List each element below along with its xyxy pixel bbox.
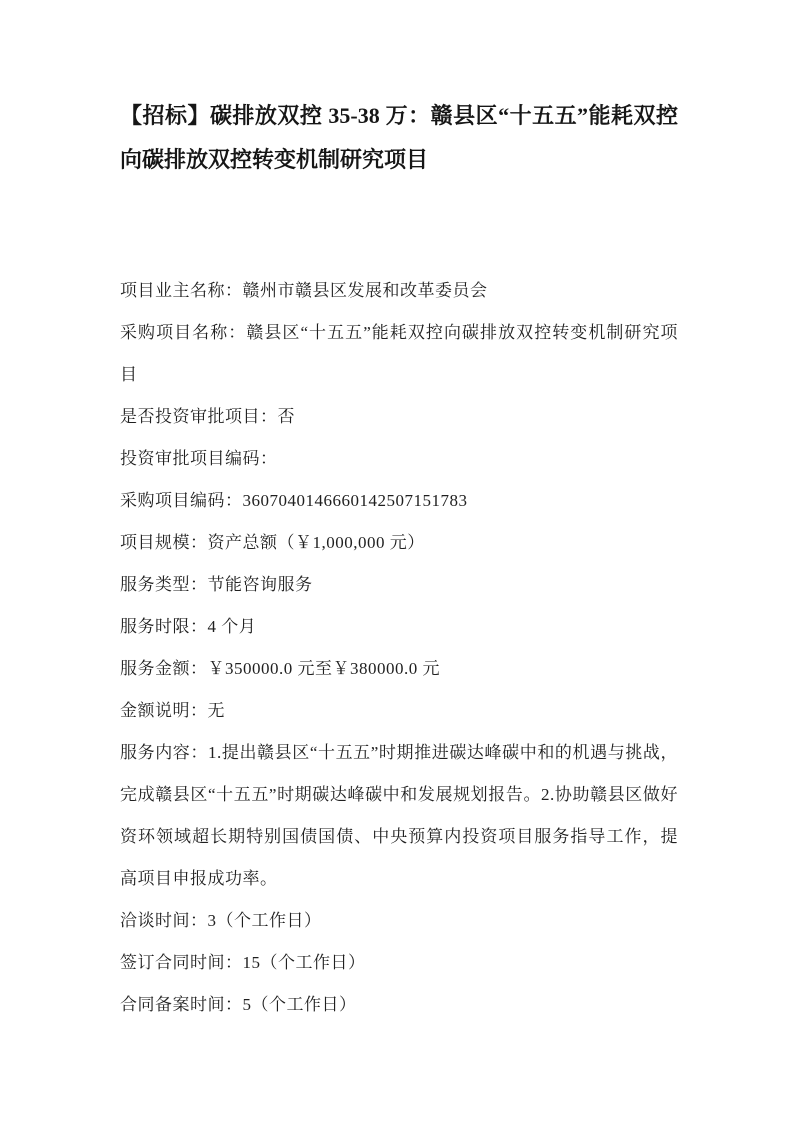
- field-label: 签订合同时间：: [120, 953, 243, 972]
- field-procurement-project-code: [120, 480, 678, 522]
- field-procurement-project-name: [120, 312, 678, 396]
- field-value: 1.提出赣县区“十五五”时期推进碳达峰碳中和的机遇与挑战，完成赣县区“十五五”时期碳达峰碳中和发展规划报告。2.协助赣县区做好资环领域超长期特别国债国债、中央预算内投资项目服务指导工作，提高项目申报成功率。: [120, 743, 679, 888]
- field-value: 3（个工作日）: [207, 911, 322, 930]
- field-investment-approval-flag: [120, 396, 678, 438]
- field-value: 资产总额（￥1,000,000 元）: [207, 533, 425, 552]
- field-service-duration: [120, 606, 678, 648]
- field-label: 洽谈时间：: [120, 911, 208, 930]
- field-value: 节能咨询服务: [207, 575, 313, 594]
- field-label: 服务内容：: [120, 743, 208, 762]
- field-value: 无: [207, 701, 225, 720]
- field-service-amount: [120, 648, 678, 690]
- field-value: 4 个月: [207, 617, 257, 636]
- field-value: 否: [277, 407, 295, 426]
- field-value: ￥350000.0 元至￥380000.0 元: [207, 659, 440, 678]
- fields-list: [120, 270, 678, 1026]
- field-contract-signing-time: [120, 942, 678, 984]
- field-service-content: [120, 732, 678, 900]
- field-label: 合同备案时间：: [120, 995, 243, 1014]
- field-label: 服务金额：: [120, 659, 208, 678]
- field-amount-note: [120, 690, 678, 732]
- field-value: 5（个工作日）: [242, 995, 357, 1014]
- field-value: 赣县区“十五五”能耗双控向碳排放双控转变机制研究项目: [120, 323, 679, 384]
- field-service-type: [120, 564, 678, 606]
- field-value: 15（个工作日）: [242, 953, 366, 972]
- field-project-owner: [120, 270, 678, 312]
- field-label: 项目业主名称：: [120, 281, 243, 300]
- field-contract-filing-time: [120, 984, 678, 1026]
- field-label: 采购项目名称：: [120, 323, 247, 342]
- field-negotiation-time: [120, 900, 678, 942]
- document-content: [120, 94, 678, 1026]
- field-value: 赣州市赣县区发展和改革委员会: [242, 281, 488, 300]
- field-label: 投资审批项目编码：: [120, 449, 278, 468]
- field-label: 服务类型：: [120, 575, 208, 594]
- field-label: 采购项目编码：: [120, 491, 243, 510]
- field-label: 服务时限：: [120, 617, 208, 636]
- field-label: 金额说明：: [120, 701, 208, 720]
- field-project-scale: [120, 522, 678, 564]
- field-value: 3607040146660142507151783: [242, 491, 468, 510]
- document-title: 【招标】碳排放双控 35-38 万：赣县区“十五五”能耗双控向碳排放双控转变机制研究项目: [120, 103, 678, 172]
- field-investment-approval-code: [120, 438, 678, 480]
- field-label: 项目规模：: [120, 533, 208, 552]
- field-label: 是否投资审批项目：: [120, 407, 278, 426]
